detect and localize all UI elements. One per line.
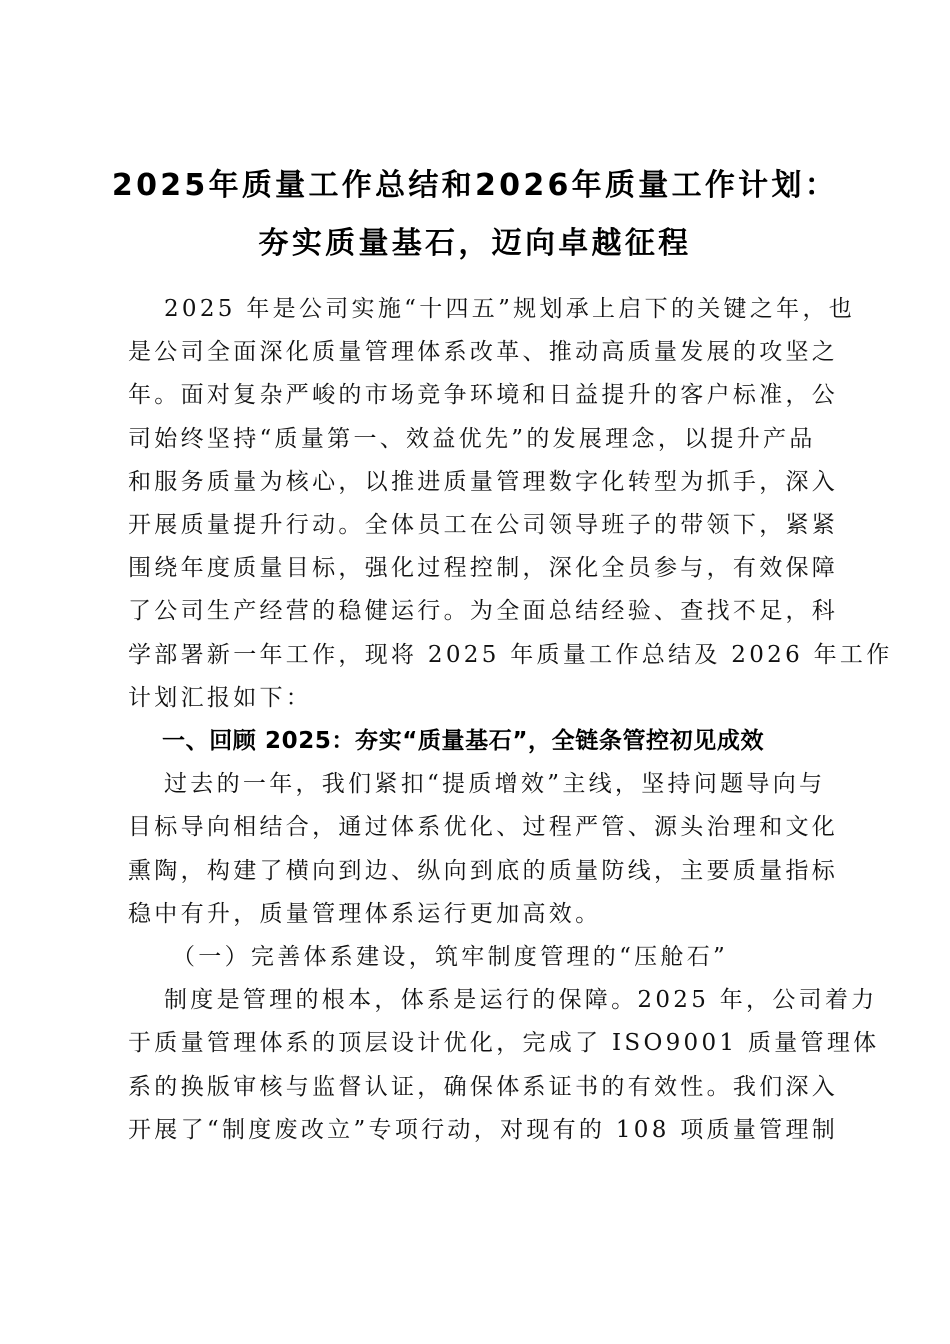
text-line: 开展质量提升行动。全体员工在公司领导班子的带领下，紧紧: [128, 512, 839, 539]
subsection-heading-1: （一）完善体系建设，筑牢制度管理的“压舱石”: [172, 944, 729, 971]
text-line: 计划汇报如下：: [128, 684, 313, 711]
text-line: 开展了“制度废改立”专项行动，对现有的 108 项质量管理制: [128, 1116, 839, 1143]
document-title: [0, 157, 950, 273]
text-line: 制度是管理的根本，体系是运行的保障。2025 年，公司着力: [164, 987, 878, 1014]
text-line: 和服务质量为核心，以推进质量管理数字化转型为抓手，深入: [128, 468, 839, 495]
section1-paragraph: [128, 763, 839, 936]
text-line: 2025 年是公司实施“十四五”规划承上启下的关键之年，也: [164, 296, 856, 322]
text-line: 目标导向相结合，通过体系优化、过程严管、源头治理和文化: [128, 814, 839, 841]
text-line: 是公司全面深化质量管理体系改革、推动高质量发展的攻坚之: [128, 339, 839, 366]
text-line: 稳中有升，质量管理体系运行更加高效。: [128, 900, 602, 927]
text-line: 司始终坚持“质量第一、效益优先”的发展理念，以提升产品: [128, 425, 816, 452]
document-body: [128, 288, 893, 1152]
text-line: 了公司生产经营的稳健运行。为全面总结经验、查找不足，科: [128, 598, 839, 625]
text-line: 系的换版审核与监督认证，确保体系证书的有效性。我们深入: [128, 1073, 839, 1100]
section-heading-1: 一、回顾 2025：夯实“质量基石”，全链条管控初见成效: [162, 728, 765, 755]
title-line-1: 2025年质量工作总结和2026年质量工作计划：: [111, 168, 839, 203]
text-line: 年。面对复杂严峻的市场竞争环境和日益提升的客户标准，公: [128, 382, 839, 409]
text-line: 熏陶，构建了横向到边、纵向到底的质量防线，主要质量指标: [128, 857, 839, 884]
text-line: 围绕年度质量目标，强化过程控制，深化全员参与，有效保障: [128, 555, 839, 582]
text-line: 过去的一年，我们紧扣“提质增效”主线，坚持问题导向与: [164, 771, 826, 798]
text-line: 于质量管理体系的顶层设计优化，完成了 ISO9001 质量管理体: [128, 1030, 880, 1057]
text-line: 学部署新一年工作，现将 2025 年质量工作总结及 2026 年工作: [128, 641, 893, 668]
intro-paragraph: [128, 288, 893, 720]
title-line-2: 夯实质量基石，迈向卓越征程: [258, 226, 692, 261]
subsection1-paragraph: [128, 979, 880, 1152]
